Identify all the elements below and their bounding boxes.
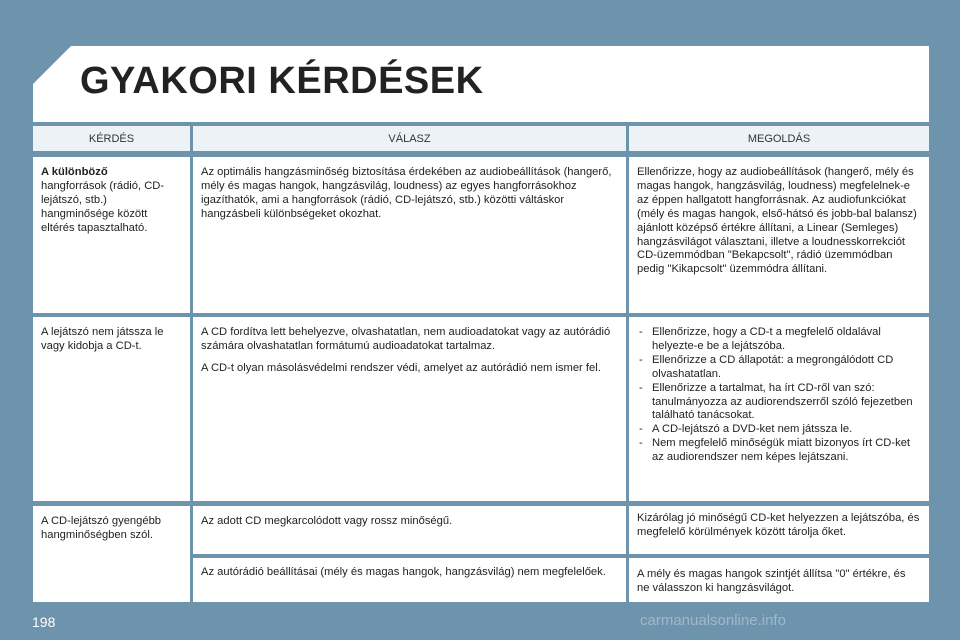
row2-answer-cell: [193, 317, 626, 501]
row1-question-cell: [33, 157, 190, 313]
row2-solution-cell: [629, 317, 929, 501]
row1-solution-cell: [629, 157, 929, 313]
row1-question-text: hangforrások (rádió, CD-lejátszó, stb.) hangminősége között eltérés tapasztalható.: [41, 179, 165, 234]
row1-answer-cell: [193, 157, 626, 313]
header-question: KÉRDÉS: [33, 126, 190, 151]
watermark: carmanualsonline.info: [640, 612, 786, 629]
row3b-answer-cell: [193, 558, 626, 602]
row3b-solution-text: A mély és magas hangok szintjét állítsa "0" értékre, és ne válasszon ki hangzásvilágot.: [637, 568, 906, 594]
row3-question-text: A CD-lejátszó gyengébb hangminőségben szól.: [41, 515, 162, 541]
row3a-solution-cell: [629, 506, 929, 554]
row3-question-cell: [33, 506, 190, 602]
page-title: GYAKORI KÉRDÉSEK: [80, 60, 484, 102]
list-item: - Ellenőrizze a CD állapotát: a megrongálódott CD olvashatatlan.: [637, 354, 921, 382]
list-item: - A CD-lejátszó a DVD-ket nem játssza le.: [637, 423, 921, 437]
row3a-solution-text: Kizárólag jó minőségű CD-ket helyezzen a lejátszóba, és megfelelő körülmények között tárolja őket.: [637, 512, 920, 538]
row2-solution-list: [637, 326, 921, 465]
row1-answer-text: Az optimális hangzásminőség biztosítása érdekében az audiobeállítások (hangerő, mély és magas hangok, hangzásvilág, loudness) az egyes hangforrásokhoz igazíthatók, ami a hangforrások (rádió, CD-lejátszó, stb.) közötti váltáskor hangzásbeli különbségeket okozhat.: [201, 166, 612, 220]
row1-solution-text: Ellenőrizze, hogy az audiobeállítások (hangerő, mély és magas hangok, hangzásvilág, loudness) megfelelnek-e az éppen hallgatott hangforrásnak. Az audiofunkciókat (mély és magas hangok, első-hátsó és jobb-bal balansz) ajánlott középső értékre állítani, a Linear (Semleges) hangzásvilágot választani, illetve a loudnesskorrekciót CD-üzemmódban "Bekapcsolt", rádió üzemmódban pedig "Kikapcsolt" üzemmódra állítani.: [637, 166, 917, 276]
row2-answer-paragraph-2: A CD-t olyan másolásvédelmi rendszer védi, amelyet az autórádió nem ismer fel.: [201, 361, 601, 374]
row3a-answer-cell: [193, 506, 626, 554]
row3b-answer-text: Az autórádió beállításai (mély és magas hangok, hangzásvilág) nem megfelelőek.: [201, 566, 606, 578]
row3a-answer-text: Az adott CD megkarcolódott vagy rossz minőségű.: [201, 515, 453, 527]
header-solution: MEGOLDÁS: [629, 126, 929, 151]
list-item: - Ellenőrizze, hogy a CD-t a megfelelő oldalával helyezte-e be a lejátszóba.: [637, 326, 921, 354]
list-item: - Ellenőrizze a tartalmat, ha írt CD-ről van szó: tanulmányozza az audiorendszerről szóló fejezetben található tanácsokat.: [637, 382, 921, 424]
row1-question-lead: A különböző: [41, 166, 108, 178]
list-item: - Nem megfelelő minőségük miatt bizonyos írt CD-ket az audiorendszer nem képes lejátszani.: [637, 437, 921, 465]
row2-question-text: A lejátszó nem játssza le vagy kidobja a CD-t.: [41, 326, 164, 352]
page-number: 198: [32, 614, 56, 630]
row3b-solution-cell: [629, 558, 929, 602]
row2-question-cell: [33, 317, 190, 501]
row2-answer-paragraph-1: A CD fordítva lett behelyezve, olvashatatlan, nem audioadatokat vagy az autórádió számára olvashatatlan formátumú audioadatokat tartalmaz.: [201, 326, 611, 352]
header-answer: VÁLASZ: [193, 126, 626, 151]
